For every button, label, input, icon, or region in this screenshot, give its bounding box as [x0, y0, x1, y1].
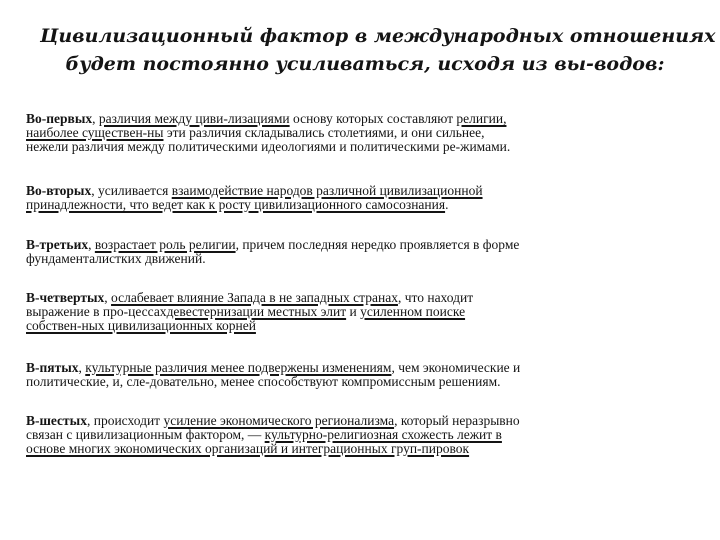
underlined-text: усиленном поиске: [360, 304, 466, 319]
paragraph-fifth: [26, 361, 690, 389]
underlined-text: собствен-ных цивилизационных корней: [26, 318, 256, 333]
text-line: [26, 319, 690, 333]
text-line: [26, 361, 690, 375]
underlined-text: наиболее существен-ны: [26, 125, 164, 140]
text-run: , чем экономические и: [391, 360, 521, 375]
underlined-text: культурные различия менее подвержены изменениям: [85, 360, 392, 375]
text-run: , причем последняя нередко проявляется в форме: [235, 237, 520, 252]
text-line: [26, 112, 690, 126]
title-line-1: Цивилизационный фактор в международных отношениях: [40, 25, 716, 47]
paragraph-third: [26, 238, 690, 266]
text-run: , который неразрывно: [394, 413, 520, 428]
underlined-text: основе многих экономических организаций и интеграционных груп-пировок: [26, 441, 470, 456]
text-line: фундаменталистких движений.: [26, 251, 206, 266]
underlined-text: девестернизации местных элит: [166, 304, 347, 319]
underlined-text: религии,: [456, 111, 507, 126]
paragraph-lead: В-третьих: [26, 237, 89, 252]
paragraph-sixth: [26, 414, 690, 456]
slide-title: [40, 22, 716, 78]
text-run: и: [346, 304, 361, 319]
paragraph-lead: Во-вторых: [26, 183, 92, 198]
text-line: [26, 126, 690, 140]
text-run: ,: [104, 290, 112, 305]
underlined-text: принадлежности, что ведет как к росту цивилизационного самосознания: [26, 197, 446, 212]
text-line: [26, 428, 690, 442]
text-run: эти различия складывались столетиями, и они сильнее,: [163, 125, 485, 140]
paragraph-lead: В-четвертых: [26, 290, 105, 305]
text-line: [26, 291, 690, 305]
text-line: нежели различия между политическими идеологиями и политическими ре-жимами.: [26, 139, 511, 154]
text-run: ,: [92, 111, 99, 126]
title-line-2: будет постоянно усиливаться, исходя из вы-водов:: [65, 53, 665, 75]
text-run: .: [445, 197, 449, 212]
underlined-text: возрастает роль религии: [94, 237, 236, 252]
paragraph-lead: В-пятых: [26, 360, 79, 375]
paragraph-fourth: [26, 291, 690, 333]
underlined-text: взаимодействие народов различной цивилизационной: [171, 183, 483, 198]
text-run: , усиливается: [91, 183, 172, 198]
text-line: [26, 414, 690, 428]
underlined-text: культурно-религиозная схожесть лежит в: [264, 427, 502, 442]
text-run: основу которых составляют: [289, 111, 457, 126]
text-run: ,: [78, 360, 86, 375]
text-line: [26, 238, 690, 252]
text-run: выражение в про-цессах: [26, 304, 167, 319]
underlined-text: ослабевает влияние Запада в не западных странах: [111, 290, 398, 305]
text-line: политические, и, сле-довательно, менее способствуют компромиссным решениям.: [26, 374, 501, 389]
paragraph-first: [26, 112, 690, 154]
paragraph-lead: Во-первых: [26, 111, 93, 126]
text-run: , происходит: [86, 413, 164, 428]
text-run: , что находит: [397, 290, 474, 305]
underlined-text: различия между циви-лизациями: [98, 111, 290, 126]
text-run: ,: [88, 237, 95, 252]
text-run: связан с цивилизационным фактором, —: [26, 427, 265, 442]
text-line: [26, 198, 690, 212]
underlined-text: усиление экономического регионализма: [163, 413, 395, 428]
text-line: [26, 184, 690, 198]
text-line: [26, 442, 690, 456]
paragraph-lead: В-шестых: [26, 413, 87, 428]
text-line: [26, 305, 690, 319]
paragraph-second: [26, 184, 690, 212]
